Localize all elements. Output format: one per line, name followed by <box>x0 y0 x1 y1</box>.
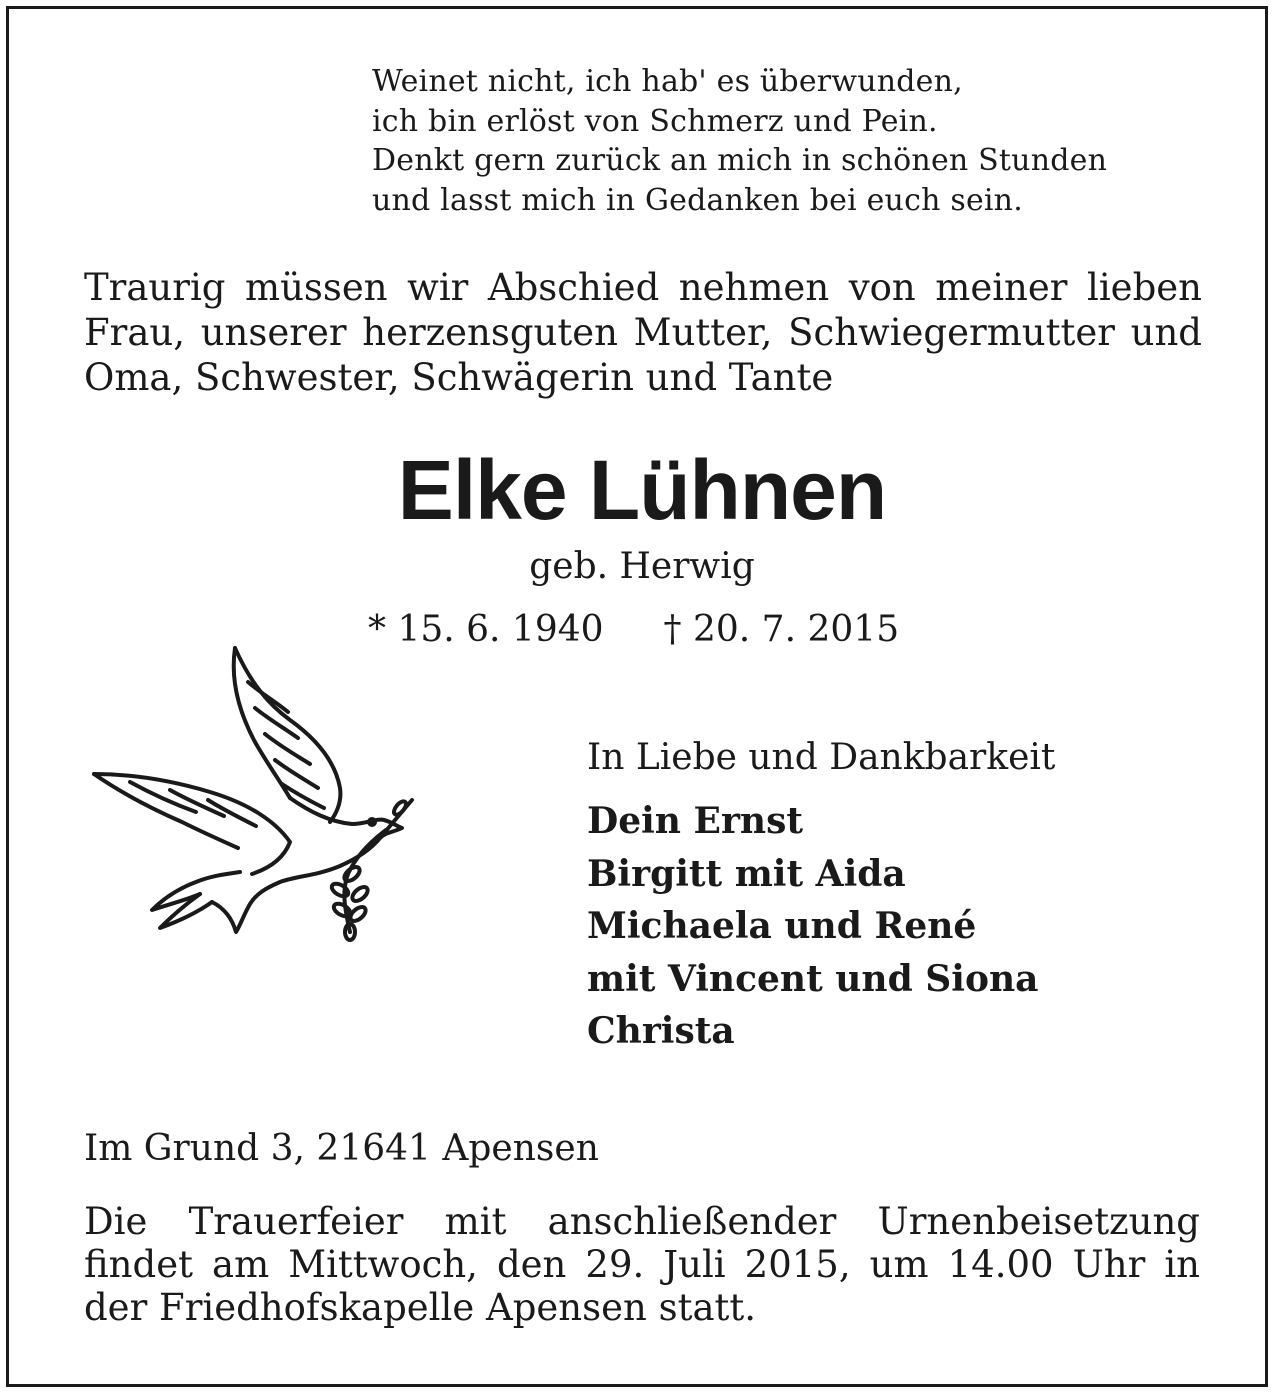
thanks-line: In Liebe und Dankbarkeit <box>587 737 1056 778</box>
family-member: Christa <box>587 1010 735 1052</box>
address: Im Grund 3, 21641 Apensen <box>84 1128 599 1169</box>
family-list <box>587 795 1038 1058</box>
birth-date: * 15. 6. 1940 <box>368 609 604 650</box>
poem-line: Denkt gern zurück an mich in schönen Stunden <box>372 143 1108 178</box>
poem-line: ich bin erlöst von Schmerz und Pein. <box>372 103 938 139</box>
family-member: Dein Ernst <box>587 800 803 842</box>
dove-with-olive-branch-icon <box>90 642 420 942</box>
death-date: † 20. 7. 2015 <box>663 609 900 650</box>
life-dates <box>368 606 899 654</box>
poem-line: Weinet nicht, ich hab' es überwunden, <box>372 64 963 99</box>
intro-text: Traurig müssen wir Abschied nehmen von meiner lieben Frau, unserer herzensguten Mutter, Schwiegermutter und Oma, Schwester, Schwägerin und Tante <box>84 266 1202 399</box>
ceremony-info: Die Trauerfeier mit anschließender Urnenbeisetzung findet am Mittwoch, den 29. Juli 2015, um 14.00 Uhr in der Friedhofskapelle Apensen statt. <box>84 1200 1200 1329</box>
maiden-name: geb. Herwig <box>529 546 755 587</box>
family-member: Michaela und René <box>587 905 977 947</box>
family-member: mit Vincent und Siona <box>587 957 1039 1000</box>
family-member: Birgitt mit Aida <box>587 852 906 895</box>
poem <box>372 62 1242 220</box>
deceased-name: Elke Lühnen <box>397 443 887 537</box>
poem-line: und lasst mich in Gedanken bei euch sein. <box>372 182 1023 218</box>
